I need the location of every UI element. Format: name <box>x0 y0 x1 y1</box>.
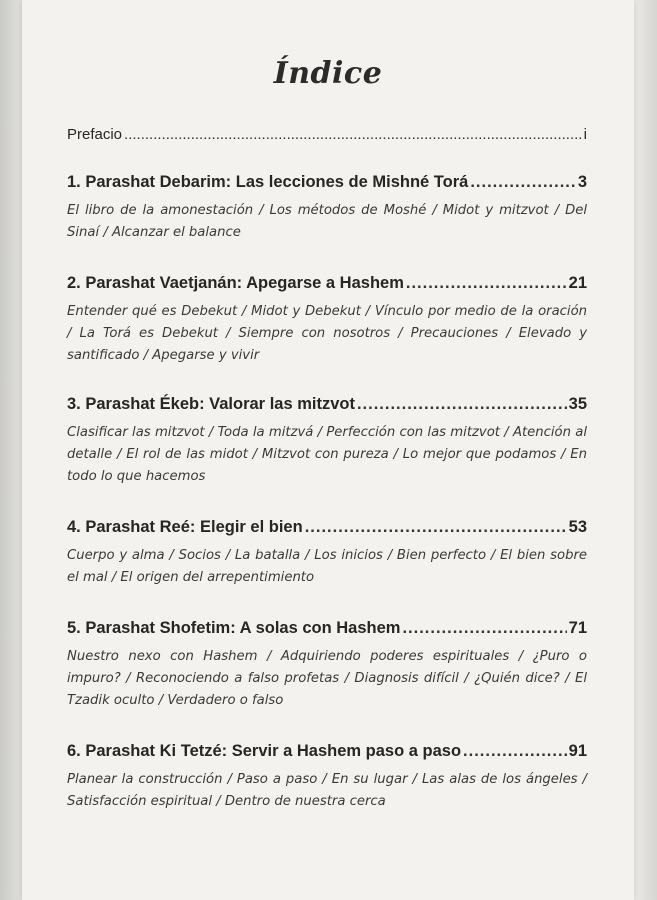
toc-subtopics: Entender qué es Debekut / Midot y Debekut / Vínculo por medio de la oración / La Torá es Debekut / Siempre con nosotros / Precauciones / Elevado y santificado / Apegarse y vivir <box>67 304 587 363</box>
toc-page-number: 35 <box>568 395 587 413</box>
page-gutter-shadow <box>0 0 22 900</box>
toc-subtopics: El libro de la amonestación / Los métodos de Moshé / Midot y mitzvot / Del Sinaí / Alcanzar el balance <box>67 203 587 240</box>
toc-subtopics: Planear la construcción / Paso a paso / En su lugar / Las alas de los ángeles / Satisfacción espiritual / Dentro de nuestra cerca <box>67 772 587 809</box>
toc-subtopics: Nuestro nexo con Hashem / Adquiriendo poderes espirituales / ¿Puro o impuro? / Reconociendo a falso profetas / Diagnosis difícil / ¿Quién dice? / El Tzadik oculto / Verdadero o falso <box>67 649 587 708</box>
toc-entry-3 <box>67 395 587 488</box>
toc-entry-5 <box>67 619 587 712</box>
toc-heading: 4. Parashat Reé: Elegir el bien <box>67 518 303 536</box>
leader-dots <box>470 173 575 192</box>
toc-heading: 3. Parashat Ékeb: Valorar las mitzvot <box>67 395 355 413</box>
toc-prefacio-page: i <box>583 126 587 143</box>
toc-heading: 2. Parashat Vaetjanán: Apegarse a Hashem <box>67 274 404 292</box>
table-of-contents <box>67 126 587 813</box>
toc-heading: 5. Parashat Shofetim: A solas con Hashem <box>67 619 401 637</box>
toc-heading: 1. Parashat Debarim: Las lecciones de Mishné Torá <box>67 173 469 191</box>
toc-subtopics: Cuerpo y alma / Socios / La batalla / Los inicios / Bien perfecto / El bien sobre el mal / El origen del arrepentimiento <box>67 548 587 585</box>
book-page <box>22 0 634 900</box>
leader-dots <box>406 274 567 293</box>
toc-page-number: 3 <box>577 173 587 191</box>
toc-entry-4 <box>67 518 587 589</box>
toc-subtopics: Clasificar las mitzvot / Toda la mitzvá / Perfección con las mitzvot / Atención al detalle / El rol de las midot / Mitzvot con pureza / Lo mejor que podamos / En todo lo que hacemos <box>67 425 587 484</box>
toc-entry-prefacio <box>67 126 587 143</box>
toc-page-number: 91 <box>568 742 587 760</box>
page-title: Índice <box>273 56 383 91</box>
toc-prefacio-label: Prefacio <box>67 126 123 143</box>
toc-entry-2 <box>67 274 587 367</box>
toc-page-number: 53 <box>568 518 587 536</box>
toc-heading: 6. Parashat Ki Tetzé: Servir a Hashem paso a paso <box>67 742 462 760</box>
leader-dots <box>402 619 566 638</box>
toc-page-number: 71 <box>568 619 587 637</box>
leader-dots <box>357 395 567 414</box>
leader-dots <box>124 126 582 143</box>
toc-entry-1 <box>67 173 587 244</box>
toc-entry-6 <box>67 742 587 813</box>
page-edge-shadow <box>634 0 657 900</box>
leader-dots <box>463 742 567 761</box>
toc-page-number: 21 <box>568 274 587 292</box>
leader-dots <box>305 518 567 537</box>
